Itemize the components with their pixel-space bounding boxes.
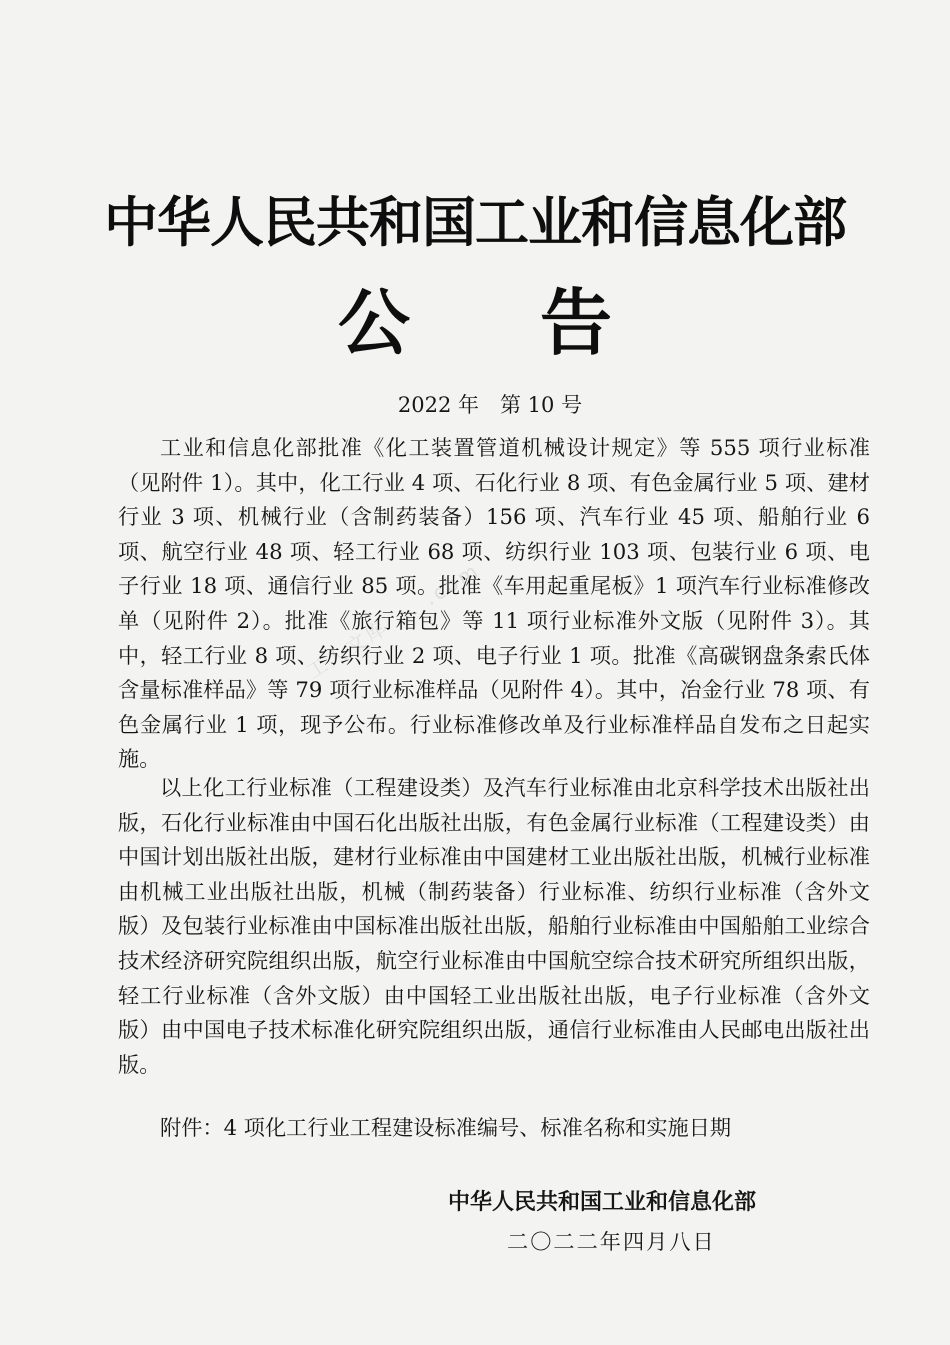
signature-date: 二〇二二年四月八日 [507,1229,716,1254]
watermark: 工人文库 ... .com [302,557,485,684]
signature-issuer: 中华人民共和国工业和信息化部 [448,1190,757,1215]
document-type-title: 公告 [337,281,742,365]
document-number: 2022 年 第 10 号 [397,393,583,417]
attachment-line: 附件：4 项化工行业工程建设标准编号、标准名称和实施日期 [160,1115,732,1140]
issuer-title: 中华人民共和国工业和信息化部 [104,191,846,254]
body-paragraph-approval: 工业和信息化部批准《化工装置管道机械设计规定》等 555 项行业标准（见附件 1）。其中，化工行业 4 项、石化行业 8 项、有色金属行业 5 项、建材行业 3 项、机械行业（含制药装备）156 项、汽车行业 45 项、船舶行业 6 项、航空行业 48 项、轻工行业 68 项、纺织行业 103 项、包装行业 6 项、电子行业 18 项、通信行业 85 项。批准《车用起重尾板》1 项汽车行业标准修改单（见附件 2）。批准《旅行箱包》等 11 项行业标准外文版（见附件 3）。其中，轻工行业 8 项、纺织行业 2 项、电子行业 1 项。批准《高碳钢盘条索氏体含量标准样品》等 79 项行业标准样品（见附件 4）。其中，冶金行业 78 项、有色金属行业 1 项，现予公布。行业标准修改单及行业标准样品自发布之日起实施。 [118,435,870,772]
body-paragraph-publishers: 以上化工行业标准（工程建设类）及汽车行业标准由北京科学技术出版社出版，石化行业标准由中国石化出版社出版，有色金属行业标准（工程建设类）由中国计划出版社出版，建材行业标准由中国建材工业出版社出版，机械行业标准由机械工业出版社出版，机械（制药装备）行业标准、纺织行业标准（含外文版）及包装行业标准由中国标准出版社出版，船舶行业标准由中国船舶工业综合技术经济研究院组织出版，航空行业标准由中国航空综合技术研究所组织出版，轻工行业标准（含外文版）由中国轻工业出版社出版，电子行业标准（含外文版）由中国电子技术标准化研究院组织出版，通信行业标准由人民邮电出版社出版。 [118,775,870,1077]
